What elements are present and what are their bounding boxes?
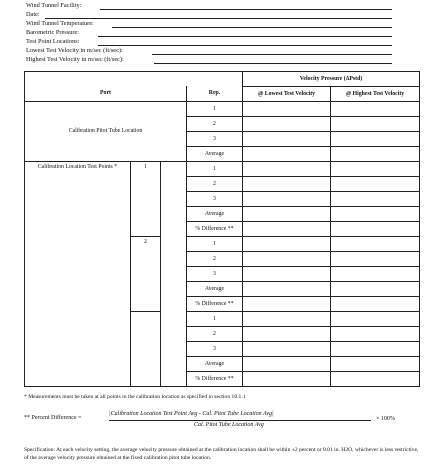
rep-cell: 1: [187, 101, 243, 116]
field-date: Date:: [26, 11, 40, 18]
highest-velocity-input[interactable]: [331, 206, 420, 221]
rep-cell: 3: [187, 341, 243, 356]
highest-velocity-header: @ Highest Test Velocity: [331, 86, 420, 101]
calibration-table: [24, 71, 420, 387]
average-cell: Average: [187, 281, 243, 296]
highest-velocity-input[interactable]: [331, 326, 420, 341]
lowest-velocity-input[interactable]: [243, 161, 331, 176]
highest-velocity-input[interactable]: [331, 371, 420, 386]
fraction-bar: [109, 420, 371, 421]
lowest-velocity-input[interactable]: [243, 326, 331, 341]
field-wind-tunnel-temperature-line[interactable]: [112, 27, 392, 28]
percent-difference-cell: % Difference **: [187, 296, 243, 311]
field-test-point-locations-line[interactable]: [98, 45, 392, 46]
highest-velocity-input[interactable]: [331, 116, 420, 131]
highest-velocity-input[interactable]: [331, 266, 420, 281]
field-highest-test-velocity: Highest Test Velocity in m/sec (ft/sec):: [26, 56, 124, 63]
field-lowest-test-velocity-line[interactable]: [152, 54, 392, 55]
lowest-velocity-input[interactable]: [243, 251, 331, 266]
field-date-line[interactable]: [45, 18, 392, 19]
port-header: Port: [25, 86, 187, 101]
rep-cell: 2: [187, 116, 243, 131]
percent-difference-cell: % Difference **: [187, 371, 243, 386]
specification-text: Specification: At each velocity setting, the average velocity pressure obtained at the calibration location shall be within ±2 percent or 0.01 in. H2O, whichever is less restrictive, of the average velocity pressure obtained at the fixed calibration pitot tube location.: [24, 447, 419, 461]
lowest-velocity-input[interactable]: [243, 266, 331, 281]
lowest-velocity-input[interactable]: [243, 281, 331, 296]
rep-header: Rep.: [187, 86, 243, 101]
field-wind-tunnel-facility-line[interactable]: [100, 9, 392, 10]
point-number: 2: [131, 236, 161, 311]
percent-difference-formula: [24, 411, 424, 441]
table-row: [25, 161, 420, 176]
formula-multiplier: × 100%: [376, 416, 395, 422]
pitot-tube-location-label: Calibration Pitot Tube Location: [25, 101, 187, 161]
rep-cell: 1: [187, 236, 243, 251]
point-number: 1: [131, 161, 161, 236]
rep-cell: 2: [187, 176, 243, 191]
highest-velocity-input[interactable]: [331, 356, 420, 371]
average-cell: Average: [187, 146, 243, 161]
lowest-velocity-input[interactable]: [243, 236, 331, 251]
lowest-velocity-input[interactable]: [243, 146, 331, 161]
highest-velocity-input[interactable]: [331, 101, 420, 116]
rep-cell: 3: [187, 191, 243, 206]
highest-velocity-input[interactable]: [331, 296, 420, 311]
highest-velocity-input[interactable]: [331, 236, 420, 251]
table-header-row-2: [25, 86, 420, 101]
table-row: [25, 101, 420, 116]
highest-velocity-input[interactable]: [331, 146, 420, 161]
field-wind-tunnel-facility: Wind Tunnel Facility:: [26, 2, 82, 9]
rep-cell: 3: [187, 266, 243, 281]
lowest-velocity-input[interactable]: [243, 221, 331, 236]
lowest-velocity-header: @ Lowest Test Velocity: [243, 86, 331, 101]
highest-velocity-input[interactable]: [331, 161, 420, 176]
highest-velocity-input[interactable]: [331, 191, 420, 206]
rep-cell: 2: [187, 251, 243, 266]
lowest-velocity-input[interactable]: [243, 206, 331, 221]
velocity-pressure-header: Velocity Pressure (ΔPstd): [243, 72, 420, 87]
field-highest-test-velocity-line[interactable]: [154, 63, 392, 64]
lowest-velocity-input[interactable]: [243, 101, 331, 116]
highest-velocity-input[interactable]: [331, 311, 420, 326]
lowest-velocity-input[interactable]: [243, 191, 331, 206]
average-cell: Average: [187, 206, 243, 221]
field-barometric-pressure-line[interactable]: [98, 36, 392, 37]
percent-difference-cell: % Difference **: [187, 221, 243, 236]
formula-denominator: Cal. Pitot Tube Location Avg: [194, 422, 264, 428]
lowest-velocity-input[interactable]: [243, 371, 331, 386]
lowest-velocity-input[interactable]: [243, 131, 331, 146]
field-test-point-locations: Test Point Locations:: [26, 38, 80, 45]
lowest-velocity-input[interactable]: [243, 296, 331, 311]
field-lowest-test-velocity: Lowest Test Velocity in m/sec (ft/sec):: [26, 47, 123, 54]
lowest-velocity-input[interactable]: [243, 311, 331, 326]
rep-cell: 1: [187, 161, 243, 176]
highest-velocity-input[interactable]: [331, 131, 420, 146]
highest-velocity-input[interactable]: [331, 251, 420, 266]
average-cell: Average: [187, 356, 243, 371]
field-barometric-pressure: Barometric Pressure:: [26, 29, 79, 36]
field-wind-tunnel-temperature: Wind Tunnel Temperature:: [26, 20, 94, 27]
highest-velocity-input[interactable]: [331, 281, 420, 296]
footnote-measurements: * Measurements must be taken at all points in the calibration location as specified in section 10.1.1: [24, 394, 246, 400]
highest-velocity-input[interactable]: [331, 221, 420, 236]
lowest-velocity-input[interactable]: [243, 356, 331, 371]
calibration-location-label: Calibration Location Test Points *: [25, 161, 131, 386]
rep-cell: 3: [187, 131, 243, 146]
highest-velocity-input[interactable]: [331, 341, 420, 356]
rep-cell: 2: [187, 326, 243, 341]
highest-velocity-input[interactable]: [331, 176, 420, 191]
lowest-velocity-input[interactable]: [243, 176, 331, 191]
formula-numerator: |Calibration Location Test Point Avg - Cal. Pitot Tube Location Avg|: [109, 411, 274, 417]
lowest-velocity-input[interactable]: [243, 341, 331, 356]
table-header-row-1: [25, 72, 420, 87]
lowest-velocity-input[interactable]: [243, 116, 331, 131]
formula-label: ** Percent Difference =: [24, 415, 82, 421]
rep-cell: 1: [187, 311, 243, 326]
